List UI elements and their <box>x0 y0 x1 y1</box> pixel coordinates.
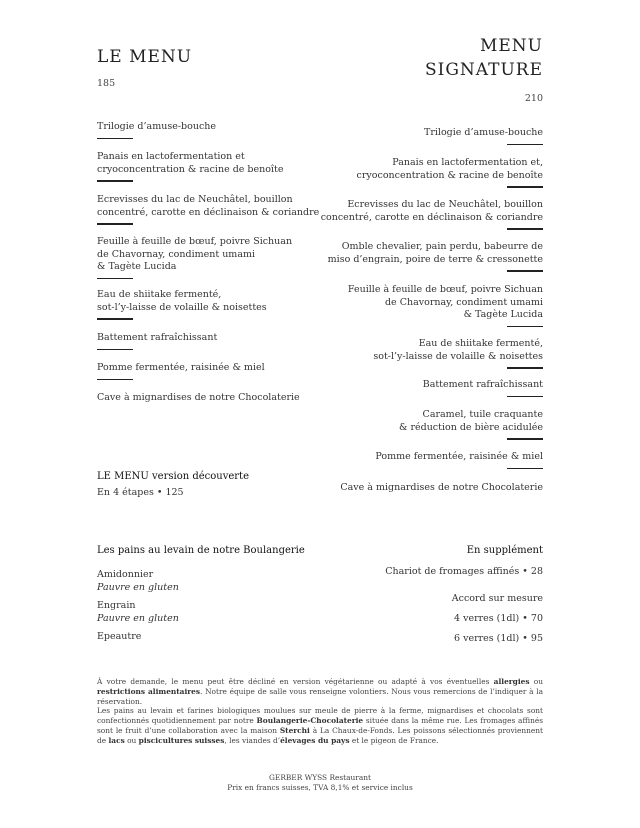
pairing-title: Accord sur mesure <box>451 593 543 604</box>
note-emphasis: lacs <box>108 736 125 745</box>
right-menu-divider <box>507 396 543 398</box>
bread-note: Pauvre en gluten <box>97 582 179 593</box>
note-text: À votre demande, le menu peut être décliné en version végétarienne ou adapté à vos éventuelles <box>97 677 494 686</box>
bread-note: Pauvre en gluten <box>97 613 179 624</box>
right-menu-divider <box>507 438 543 440</box>
right-menu-title-line2: SIGNATURE <box>424 60 543 80</box>
right-menu-price: 210 <box>524 93 543 104</box>
right-menu-course-item: Pomme fermentée, raisinée & miel <box>375 451 543 462</box>
note-text: à La Chaux-de-Fonds. Les poissons sélectionnés proviennent de <box>97 726 543 745</box>
note-text: et le pigeon de France. <box>349 736 439 745</box>
left-menu-course-item: Cave à mignardises de notre Chocolaterie <box>97 392 300 403</box>
sourcing-note <box>97 706 543 746</box>
right-menu-divider <box>507 186 543 188</box>
right-menu-divider <box>507 326 543 328</box>
right-menu-divider <box>507 468 543 470</box>
bread-name: Epeautre <box>97 631 142 642</box>
breads-title: Les pains au levain de notre Boulangerie <box>97 545 305 556</box>
cheese-supplement: Chariot de fromages affinés • 28 <box>385 566 543 577</box>
right-menu-course-item: Omble chevalier, pain perdu, babeurre de miso d’engrain, poire de terre & cressonette <box>327 241 543 265</box>
note-text: ou <box>529 677 543 686</box>
left-menu-divider <box>97 379 133 381</box>
left-menu-course-item: Ecrevisses du lac de Neuchâtel, bouillon concentré, carotte en déclinaison & coriandre <box>97 194 320 218</box>
left-menu-course-item: Panais en lactofermentation et cryoconcentration & racine de benoîte <box>97 151 284 175</box>
supplement-title: En supplément <box>466 545 543 556</box>
pairing-6-glasses: 6 verres (1dl) • 95 <box>454 633 543 644</box>
left-menu-course-item: Trilogie d’amuse-bouche <box>97 121 217 132</box>
note-text: . Notre équipe de salle vous renseigne volontiers. Nous vous remercions de l’indiquer à la réservation. <box>97 687 543 706</box>
right-menu-divider <box>507 270 543 272</box>
footer-restaurant-name: GERBER WYSS Restaurant <box>269 773 371 782</box>
note-emphasis: piscicultures suisses <box>138 736 225 745</box>
note-emphasis: Boulangerie-Chocolaterie <box>256 716 364 725</box>
right-menu-divider <box>507 367 543 369</box>
left-menu-divider <box>97 180 133 182</box>
right-menu-course-item: Cave à mignardises de notre Chocolaterie <box>340 482 543 493</box>
note-text: située dans la même rue. Les fromages affinés sont le fruit d’une collaboration avec la maison <box>97 716 544 735</box>
note-text: , les viandes d’ <box>224 736 281 745</box>
left-menu-course-item: Battement rafraîchissant <box>97 332 218 343</box>
dietary-note <box>97 677 543 707</box>
right-menu-course-item: Feuille à feuille de bœuf, poivre Sichuan de Chavornay, condiment umami & Tagète Lucida <box>347 284 543 320</box>
left-menu-divider <box>97 278 133 280</box>
right-menu-course-item: Trilogie d’amuse-bouche <box>423 127 543 138</box>
decouverte-detail: En 4 étapes • 125 <box>97 487 184 498</box>
note-emphasis: élevages du pays <box>280 736 350 745</box>
note-emphasis: Sterchi <box>279 726 310 735</box>
right-menu-course-item: Battement rafraîchissant <box>422 379 543 390</box>
right-menu-course-item: Caramel, tuile craquante & réduction de bière acidulée <box>398 409 543 433</box>
right-menu-course-item: Panais en lactofermentation et, cryoconcentration & racine de benoîte <box>356 157 543 181</box>
left-menu-course-item: Eau de shiitake fermenté, sot-l’y-laisse de volaille & noisettes <box>97 289 267 313</box>
left-menu-divider <box>97 138 133 140</box>
left-menu-price: 185 <box>97 78 116 89</box>
left-menu-divider <box>97 349 133 351</box>
decouverte-title: LE MENU version découverte <box>97 471 249 482</box>
note-text: Les pains au levain et farines biologiques moulues sur meule de pierre à la ferme, mignardises et chocolats sont confectionnés quotidiennement par notre <box>97 706 543 725</box>
left-menu-course-item: Pomme fermentée, raisinée & miel <box>97 362 265 373</box>
bread-name: Amidonnier <box>97 569 154 580</box>
note-emphasis: restrictions alimentaires <box>97 687 201 696</box>
right-menu-divider <box>507 228 543 230</box>
right-menu-title-line1: MENU <box>479 36 543 56</box>
left-menu-course-item: Feuille à feuille de bœuf, poivre Sichuan de Chavornay, condiment umami & Tagète Lucida <box>97 236 293 272</box>
right-menu-divider <box>507 144 543 146</box>
note-text: ou <box>124 736 139 745</box>
left-menu-title: LE MENU <box>97 47 193 67</box>
bread-name: Engrain <box>97 600 136 611</box>
left-menu-divider <box>97 318 133 320</box>
right-menu-course-item: Eau de shiitake fermenté, sot-l’y-laisse de volaille & noisettes <box>373 338 543 362</box>
note-emphasis: allergies <box>493 677 530 686</box>
right-menu-course-item: Ecrevisses du lac de Neuchâtel, bouillon concentré, carotte en déclinaison & coriandre <box>320 199 543 223</box>
pairing-4-glasses: 4 verres (1dl) • 70 <box>454 613 543 624</box>
footer-price-note: Prix en francs suisses, TVA 8,1% et service inclus <box>227 783 413 792</box>
left-menu-divider <box>97 223 133 225</box>
